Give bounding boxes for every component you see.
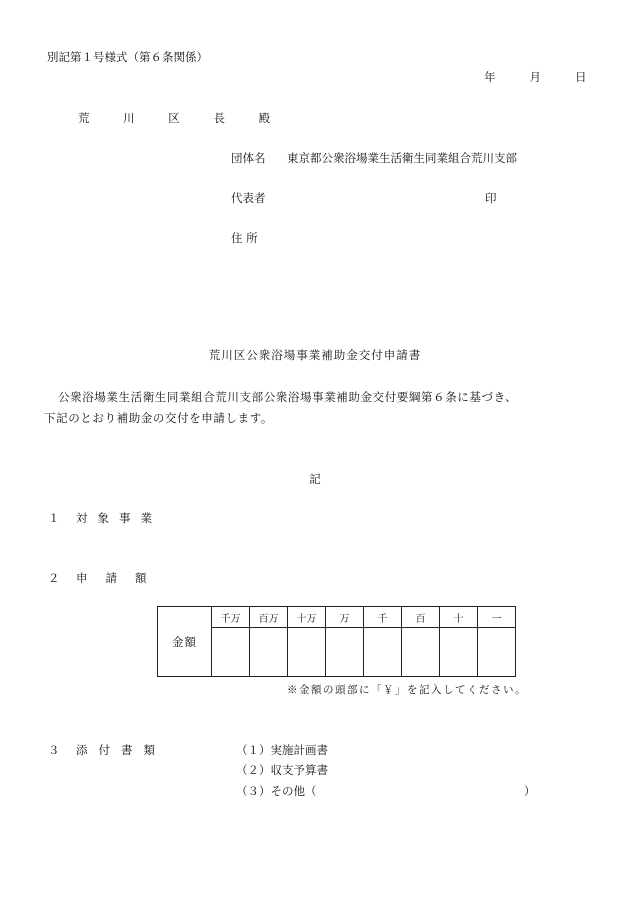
amount-digit-cell[interactable]: [288, 628, 326, 677]
amount-table: [157, 606, 516, 677]
date-line: [484, 69, 587, 85]
attachment-item-3: （３）その他（: [236, 784, 317, 798]
ki-heading: 記: [309, 472, 321, 486]
attachment-close-paren: ）: [524, 784, 536, 798]
section-2: [48, 570, 165, 586]
amount-value-row: [158, 628, 516, 677]
body-line-1: 公衆浴場業生活衛生同業組合荒川支部公衆浴場事業補助金交付要綱第６条に基づき、: [58, 390, 518, 404]
group-name-row: [231, 150, 517, 166]
form-id: 別記第１号様式（第６条関係）: [47, 50, 208, 64]
address-label: 住 所: [231, 231, 258, 245]
amount-label: 金額: [158, 607, 212, 677]
amount-note: ※金額の頭部に「￥」を記入してください。: [287, 684, 527, 696]
unit-cell: 百: [402, 607, 440, 628]
amount-digit-cell[interactable]: [440, 628, 478, 677]
section-3-label: 添付書類: [76, 743, 166, 757]
unit-cell: 十万: [288, 607, 326, 628]
section-2-label: 申請額: [76, 571, 165, 585]
section-1-number: １: [48, 511, 60, 525]
body-paragraph: [44, 387, 594, 429]
seal-mark: 印: [485, 191, 497, 205]
section-2-number: ２: [48, 571, 60, 585]
amount-digit-cell[interactable]: [364, 628, 402, 677]
unit-cell: 一: [478, 607, 516, 628]
address-row: [231, 230, 287, 246]
group-name-value: 東京都公衆浴場業生活衛生同業組合荒川支部: [287, 151, 517, 165]
representative-row: [231, 190, 287, 206]
section-1: [48, 510, 162, 526]
year-label: 年: [484, 70, 496, 84]
unit-cell: 十: [440, 607, 478, 628]
section-3-number: ３: [48, 743, 60, 757]
amount-unit-row: [158, 607, 516, 628]
representative-label: 代表者: [231, 191, 266, 205]
amount-digit-cell[interactable]: [250, 628, 288, 677]
recipient: 荒 川 区 長 殿: [78, 111, 286, 125]
attachment-item-1: （１）実施計画書: [236, 743, 328, 757]
unit-cell: 万: [326, 607, 364, 628]
unit-cell: 千: [364, 607, 402, 628]
day-label: 日: [575, 70, 587, 84]
attachment-item-2: （２）収支予算書: [236, 763, 328, 777]
section-3: [48, 742, 166, 758]
amount-digit-cell[interactable]: [326, 628, 364, 677]
unit-cell: 百万: [250, 607, 288, 628]
month-label: 月: [529, 70, 541, 84]
group-name-label: 団体名: [231, 151, 266, 165]
document-title: 荒川区公衆浴場事業補助金交付申請書: [208, 348, 422, 362]
unit-cell: 千万: [212, 607, 250, 628]
amount-digit-cell[interactable]: [402, 628, 440, 677]
body-line-2: 下記のとおり補助金の交付を申請します。: [44, 411, 273, 425]
amount-digit-cell[interactable]: [478, 628, 516, 677]
section-1-label: 対象事業: [76, 511, 162, 525]
amount-digit-cell[interactable]: [212, 628, 250, 677]
